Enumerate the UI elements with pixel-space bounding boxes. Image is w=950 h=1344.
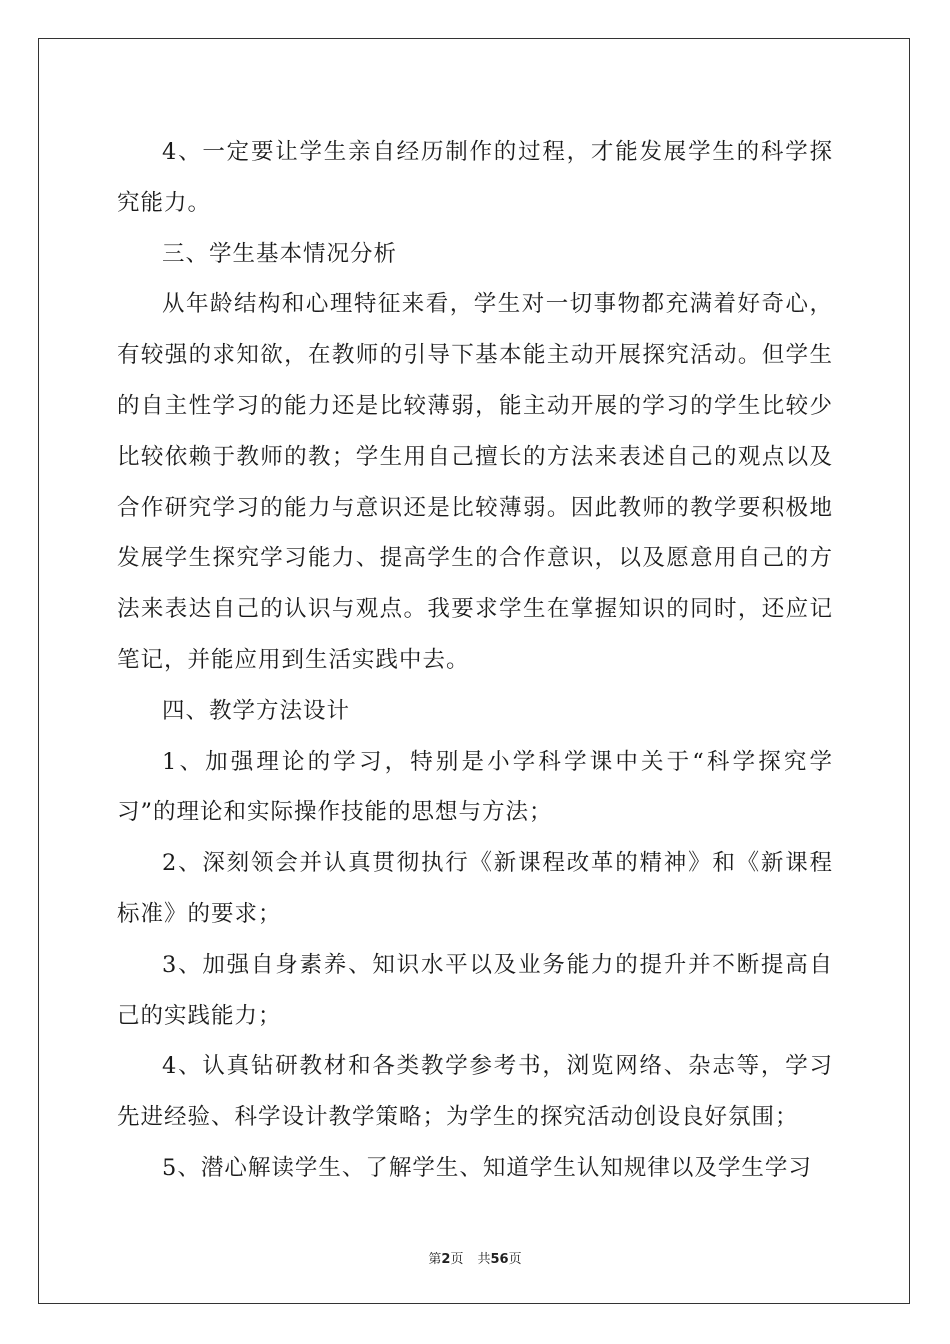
footer-page-suffix: 页 xyxy=(450,1252,464,1267)
paragraph-student-analysis: 从年龄结构和心理特征来看，学生对一切事物都充满着好奇心，有较强的求知欲，在教师的引导下基本能主动开展探究活动。但学生的自主性学习的能力还是比较薄弱，能主动开展的学习的学生比较少比较依赖于教师的教；学生用自己擅长的方法来表述自己的观点以及合作研究学习的能力与意识还是比较薄弱。因此教师的教学要积极地发展学生探究学习能力、提高学生的合作意识，以及愿意用自己的方法来表达自己的认识与观点。我要求学生在掌握知识的同时，还应记笔记，并能应用到生活实践中去。 xyxy=(117,291,833,673)
document-body xyxy=(117,127,833,1194)
footer-total-number: 56 xyxy=(490,1252,509,1267)
footer-total-suffix: 页 xyxy=(508,1252,522,1267)
page-footer xyxy=(0,1248,950,1267)
list-item-method-1: 1、加强理论的学习，特别是小学科学课中关于“科学探究学习”的理论和实际操作技能的思想与方法； xyxy=(117,748,833,826)
section-heading-teaching-methods: 四、教学方法设计 xyxy=(162,697,351,724)
section-heading-student-analysis: 三、学生基本情况分析 xyxy=(162,240,398,267)
footer-page-prefix: 第 xyxy=(428,1252,442,1267)
paragraph-item-4-conclusion: 4、一定要让学生亲自经历制作的过程，才能发展学生的科学探究能力。 xyxy=(117,139,833,216)
list-item-method-4: 4、认真钻研教材和各类教学参考书，浏览网络、杂志等，学习先进经验、科学设计教学策略；为学生的探究活动创设良好氛围； xyxy=(117,1053,833,1131)
footer-total-prefix: 共 xyxy=(477,1252,491,1267)
footer-page-number: 2 xyxy=(441,1252,451,1267)
list-item-method-5: 5、潜心解读学生、了解学生、知道学生认知规律以及学生学习 xyxy=(162,1154,812,1181)
list-item-method-2: 2、深刻领会并认真贯彻执行《新课程改革的精神》和《新课程标准》的要求； xyxy=(117,850,833,927)
list-item-method-3: 3、加强自身素养、知识水平以及业务能力的提升并不断提高自己的实践能力； xyxy=(117,951,833,1029)
